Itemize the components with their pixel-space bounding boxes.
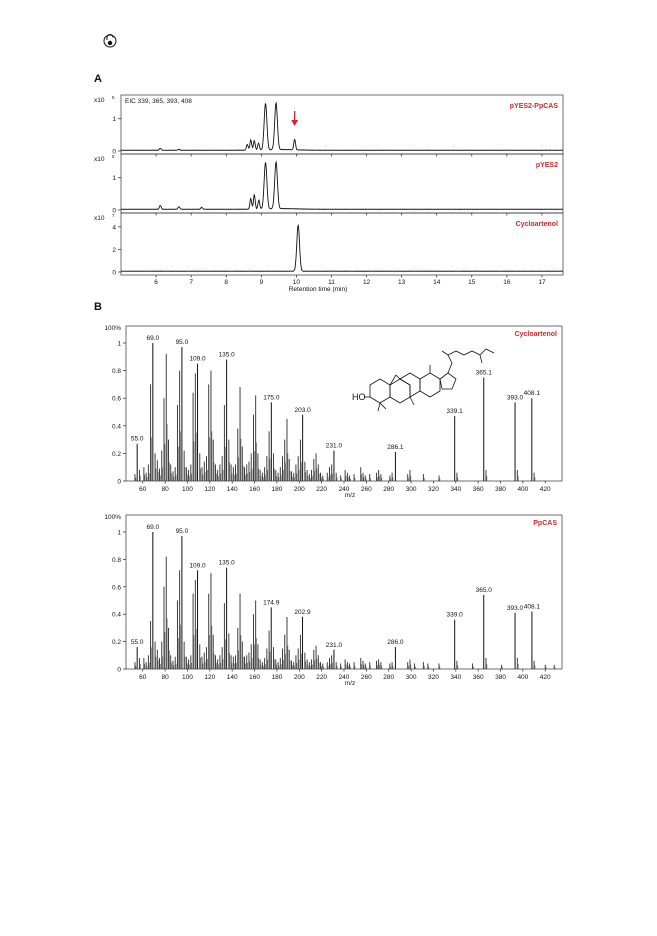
x-tick-label: 320 (428, 486, 439, 493)
x-tick-label: 260 (360, 486, 372, 493)
x-tick-label: 100 (182, 486, 193, 493)
chromatogram-3 (94, 213, 563, 286)
series-title: pYES2 (535, 162, 558, 169)
peak-label: 202.9 (294, 608, 311, 616)
peak-label: 135.0 (218, 559, 235, 567)
series-title: Cycloartenol (515, 221, 558, 228)
y-scale-exponent: 5 (112, 95, 115, 100)
peak-label: 175.0 (263, 394, 280, 402)
x-tick-label: 6 (154, 279, 158, 286)
x-tick-label: 340 (450, 674, 462, 681)
peak-label: 365.0 (475, 587, 492, 595)
x-tick-label: 60 (139, 674, 147, 681)
percent-label: 100% (104, 325, 121, 332)
x-tick-label: 80 (161, 486, 169, 493)
series-title: pYES2-PpCAS (509, 103, 558, 110)
x-tick-label: 16 (503, 279, 511, 286)
spectrum-frame (126, 515, 562, 669)
mz-axis-label: m/z (344, 492, 356, 499)
x-tick-label: 420 (539, 674, 551, 681)
x-tick-label: 120 (204, 674, 216, 681)
x-tick-label: 200 (293, 486, 305, 493)
peak-label: 339.0 (446, 611, 463, 619)
y-tick-label: 0.6 (111, 584, 121, 592)
y-scale-label: x10 (94, 156, 105, 163)
x-tick-label: 400 (517, 486, 529, 493)
x-tick-label: 140 (226, 486, 238, 493)
y-tick-label: 0.8 (111, 556, 121, 564)
peak-arrow-icon (291, 120, 298, 126)
eic-annotation: EIC 339, 365, 393, 408 (125, 98, 192, 105)
y-scale-label: x10 (94, 97, 105, 104)
x-tick-label: 240 (338, 486, 350, 493)
peak-label: 339.1 (446, 408, 463, 416)
y-tick-label: 0.6 (111, 395, 121, 403)
x-tick-label: 180 (271, 486, 283, 493)
x-tick-label: 300 (405, 486, 417, 493)
peak-label: 393.0 (506, 604, 524, 612)
y-tick-label: 0.2 (111, 639, 121, 647)
peak-label: 203.0 (294, 406, 311, 414)
chromatogram-trace (121, 162, 563, 209)
chromatogram-panel (94, 95, 563, 286)
y-tick-label: 2 (112, 246, 116, 254)
x-tick-label: 160 (249, 674, 260, 681)
peak-label: 95.0 (175, 528, 189, 536)
y-scale-label: x10 (94, 215, 105, 222)
x-tick-label: 280 (383, 674, 395, 681)
y-scale-exponent: 7 (112, 213, 115, 218)
x-tick-label: 420 (539, 486, 551, 493)
peak-label: 174.9 (263, 599, 280, 607)
y-tick-label: 0 (112, 148, 116, 156)
chromatogram-trace (121, 225, 563, 271)
mass-spectrum-2 (104, 514, 562, 687)
peak-label: 286.0 (387, 639, 404, 647)
x-tick-label: 240 (338, 674, 350, 681)
x-tick-label: 400 (517, 674, 529, 681)
x-tick-label: 15 (468, 279, 476, 286)
peak-label: 135.0 (218, 351, 235, 359)
x-tick-label: 12 (362, 279, 371, 286)
x-tick-label: 320 (428, 674, 439, 681)
x-tick-label: 380 (495, 674, 506, 681)
series-title: PpCAS (533, 520, 557, 527)
open-access-icon (104, 35, 116, 48)
panel-a-label: A (94, 73, 102, 85)
peak-label: 408.1 (523, 603, 541, 611)
y-tick-label: 0 (117, 478, 121, 486)
x-tick-label: 220 (316, 486, 328, 493)
x-tick-label: 280 (383, 486, 395, 493)
x-tick-label: 7 (189, 279, 193, 286)
x-tick-label: 10 (292, 279, 301, 286)
series-title: Cycloartenol (514, 331, 557, 338)
x-tick-label: 120 (204, 486, 216, 493)
peak-label: 95.0 (175, 339, 189, 347)
y-tick-label: 0.8 (111, 368, 121, 376)
spectrum-frame (126, 326, 562, 481)
peak-label: 69.0 (146, 524, 160, 531)
peak-label: 69.0 (146, 335, 160, 342)
peak-label: 55.0 (130, 639, 144, 647)
x-tick-label: 160 (249, 486, 260, 493)
x-tick-label: 9 (259, 279, 264, 286)
retention-time-label: Retention time (min) (288, 286, 348, 293)
y-tick-label: 1 (112, 175, 116, 183)
x-tick-label: 17 (538, 279, 546, 286)
x-tick-label: 140 (226, 674, 238, 681)
chromatogram-frame (121, 213, 563, 275)
chromatogram-2 (94, 154, 563, 216)
x-tick-label: 8 (224, 279, 229, 286)
y-tick-label: 0.4 (111, 423, 121, 431)
mass-spectra-panel (104, 325, 562, 687)
chromatogram-1 (94, 95, 563, 157)
x-tick-label: 340 (450, 486, 462, 493)
peak-label: 365.1 (475, 369, 492, 377)
x-tick-label: 180 (271, 674, 283, 681)
peak-label: 408.1 (523, 390, 540, 398)
mz-axis-label: m/z (344, 680, 356, 687)
structure-ho-label: HO (352, 392, 366, 402)
y-tick-label: 1 (117, 529, 121, 537)
peak-label: 231.0 (325, 442, 343, 450)
panel-b-label: B (94, 301, 102, 313)
y-scale-exponent: 5 (112, 154, 115, 159)
percent-label: 100% (104, 514, 121, 521)
x-tick-label: 60 (139, 486, 147, 493)
x-tick-label: 13 (398, 279, 406, 286)
y-tick-label: 4 (112, 224, 116, 232)
x-tick-label: 380 (495, 486, 506, 493)
peak-label: 55.0 (130, 435, 144, 443)
x-tick-label: 220 (316, 674, 328, 681)
y-tick-label: 0 (117, 666, 121, 674)
x-tick-label: 11 (328, 279, 335, 286)
y-tick-label: 0.4 (111, 611, 121, 619)
x-tick-label: 260 (360, 674, 372, 681)
peak-label: 109.0 (189, 355, 206, 363)
x-tick-label: 200 (293, 674, 305, 681)
x-tick-label: 14 (433, 279, 441, 286)
chromatogram-trace (121, 103, 563, 150)
x-tick-label: 360 (472, 486, 484, 493)
y-tick-label: 1 (112, 116, 116, 124)
y-tick-label: 1 (117, 340, 121, 348)
peak-label: 393.0 (506, 394, 524, 402)
y-tick-label: 0 (112, 269, 116, 277)
cycloartenol-structure (364, 349, 494, 411)
y-tick-label: 0 (112, 207, 116, 215)
y-tick-label: 0.2 (111, 450, 121, 458)
x-tick-label: 100 (182, 674, 193, 681)
peak-label: 109.0 (189, 562, 206, 570)
x-tick-label: 300 (405, 674, 417, 681)
chromatogram-frame (121, 154, 563, 213)
mass-spectrum-1 (104, 325, 562, 499)
x-tick-label: 360 (472, 674, 484, 681)
peak-label: 231.0 (325, 641, 343, 649)
x-tick-label: 80 (161, 674, 169, 681)
peak-label: 286.1 (387, 444, 404, 452)
